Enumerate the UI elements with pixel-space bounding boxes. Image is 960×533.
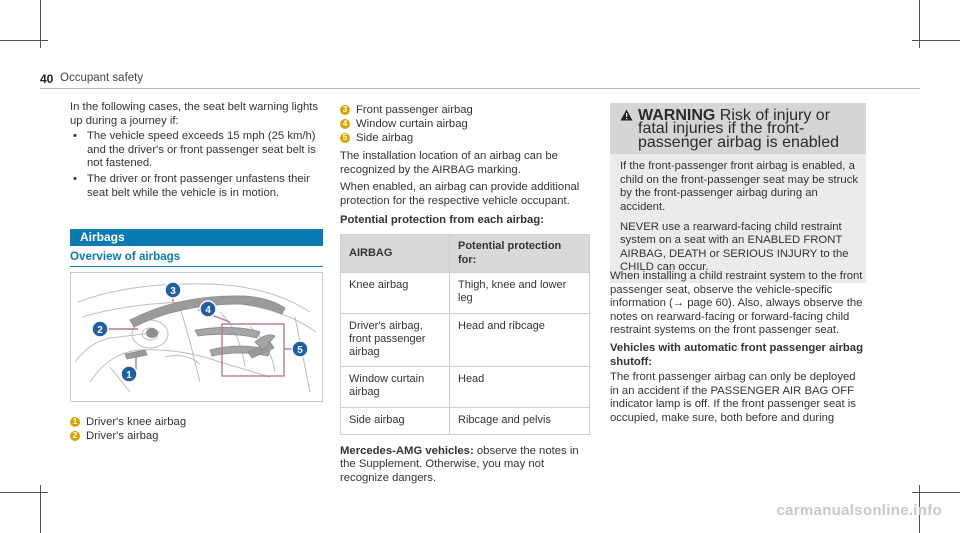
crop-mark: [912, 40, 960, 41]
table-cell: Ribcage and pelvis: [450, 407, 590, 434]
marker-2-label: 2: [97, 325, 103, 336]
marker-4-label: 4: [205, 305, 211, 316]
legend-item: [340, 104, 592, 118]
airbag-protection-table: [340, 234, 590, 435]
warning-label: WARNING: [638, 107, 716, 124]
legend-item: [70, 430, 323, 444]
warning-header: [610, 103, 866, 154]
section-title: Occupant safety: [60, 72, 144, 84]
left-column: [70, 101, 326, 200]
amg-note: [340, 445, 592, 486]
legend-number: 3: [340, 105, 350, 115]
right-column-text: [610, 270, 866, 426]
legend-number: 2: [70, 431, 80, 441]
bullet-text: The vehicle speed exceeds 15 mph (25 km/h) and the driver's or front passenger seat belt is not fastened.: [87, 130, 316, 170]
warning-box: [610, 103, 866, 283]
amg-text: observe the notes in the Supplement. Otherwise, you may not recognize dangers.: [340, 444, 579, 484]
warning-paragraph: If the front-passenger front airbag is enabled, a child on the front-passenger seat may be struck by the front-passenger airbag during an accident.: [620, 160, 858, 213]
table-header-row: [341, 234, 590, 272]
table-cell: Knee airbag: [341, 273, 450, 313]
table-row: [341, 407, 590, 434]
bullet-item: [70, 130, 326, 171]
legend-label: Side airbag: [356, 132, 414, 144]
shutoff-subheading: Vehicles with automatic front passenger airbag shutoff:: [610, 341, 863, 368]
bullet-text: The driver or front passenger unfastens their seat belt while the vehicle is in motion.: [87, 172, 310, 199]
car-interior-illustration: [70, 272, 323, 402]
table-row: [341, 367, 590, 407]
figure-legend-left: [70, 416, 323, 444]
table-header-protection: Potential protection for:: [450, 234, 590, 272]
airbags-heading: Airbags: [70, 229, 323, 246]
shutoff-paragraph: The front passenger airbag can only be deployed in an accident if the PASSENGER AIR BAG OFF indicator lamp is off. If the front passenger seat is occupied, make sure, both before and during: [610, 371, 856, 424]
legend-number: 4: [340, 119, 350, 129]
warning-title: Risk of injury or fatal injuries if the front-passenger airbag is enabled: [638, 107, 840, 151]
legend-label: Window curtain airbag: [356, 118, 468, 130]
legend-item: [340, 132, 592, 146]
table-cell: Side airbag: [341, 407, 450, 434]
header-rule: [40, 88, 920, 89]
legend-label: Front passenger airbag: [356, 104, 473, 116]
table-header-airbag: AIRBAG: [341, 234, 450, 272]
intro-text: In the following cases, the seat belt warning lights up during a journey if:: [70, 101, 319, 127]
airbag-figure: [70, 272, 323, 402]
legend-label: Driver's airbag: [86, 430, 159, 442]
watermark: carmanualsonline.info: [776, 502, 942, 519]
bullet-item: [70, 173, 326, 200]
bullet-icon: •: [73, 130, 77, 143]
legend-label: Driver's knee airbag: [86, 416, 187, 428]
warning-heading: [638, 109, 858, 149]
bullet-icon: •: [73, 172, 77, 185]
legend-number: 1: [70, 417, 80, 427]
table-title: Potential protection from each airbag:: [340, 214, 545, 227]
page-number: 40: [40, 72, 54, 86]
marker-3-label: 3: [170, 286, 176, 297]
marker-5-label: 5: [297, 345, 303, 356]
protection-paragraph: When enabled, an airbag can provide additional protection for the respective vehicle occupant.: [340, 181, 580, 207]
marker-1-label: 1: [126, 370, 132, 381]
installation-paragraph: The installation location of an airbag can be recognized by the AIRBAG marking.: [340, 150, 558, 176]
table-row: [341, 273, 590, 313]
child-restraint-paragraph: When installing a child restraint system to the front passenger seat, observe the vehicle-specific information (→ page 60). Also, always observe the notes on rearward-facing or forward-facing child restraint systems on the front passenger seat.: [610, 270, 863, 337]
warning-body: [610, 154, 866, 283]
legend-item: [340, 118, 592, 132]
table-row: [341, 313, 590, 367]
table-cell: Thigh, knee and lower leg: [450, 273, 590, 313]
warning-paragraph: NEVER use a rearward-facing child restraint system on a seat with an ENABLED FRONT AIRBAG, DEATH or SERIOUS INJURY to the CHILD can occur.: [620, 220, 849, 274]
overview-heading: Overview of airbags: [70, 250, 323, 267]
table-cell: Head and ribcage: [450, 313, 590, 367]
middle-column: [340, 104, 592, 486]
amg-label: Mercedes-AMG vehicles:: [340, 444, 474, 457]
crop-mark: [0, 492, 48, 493]
warning-triangle-icon: [620, 109, 638, 149]
legend-number: 5: [340, 133, 350, 143]
legend-item: [70, 416, 323, 430]
table-cell: Head: [450, 367, 590, 407]
table-cell: Driver's airbag, front passenger airbag: [341, 313, 450, 367]
table-cell: Window curtain airbag: [341, 367, 450, 407]
crop-mark: [0, 40, 48, 41]
crop-mark: [912, 492, 960, 493]
